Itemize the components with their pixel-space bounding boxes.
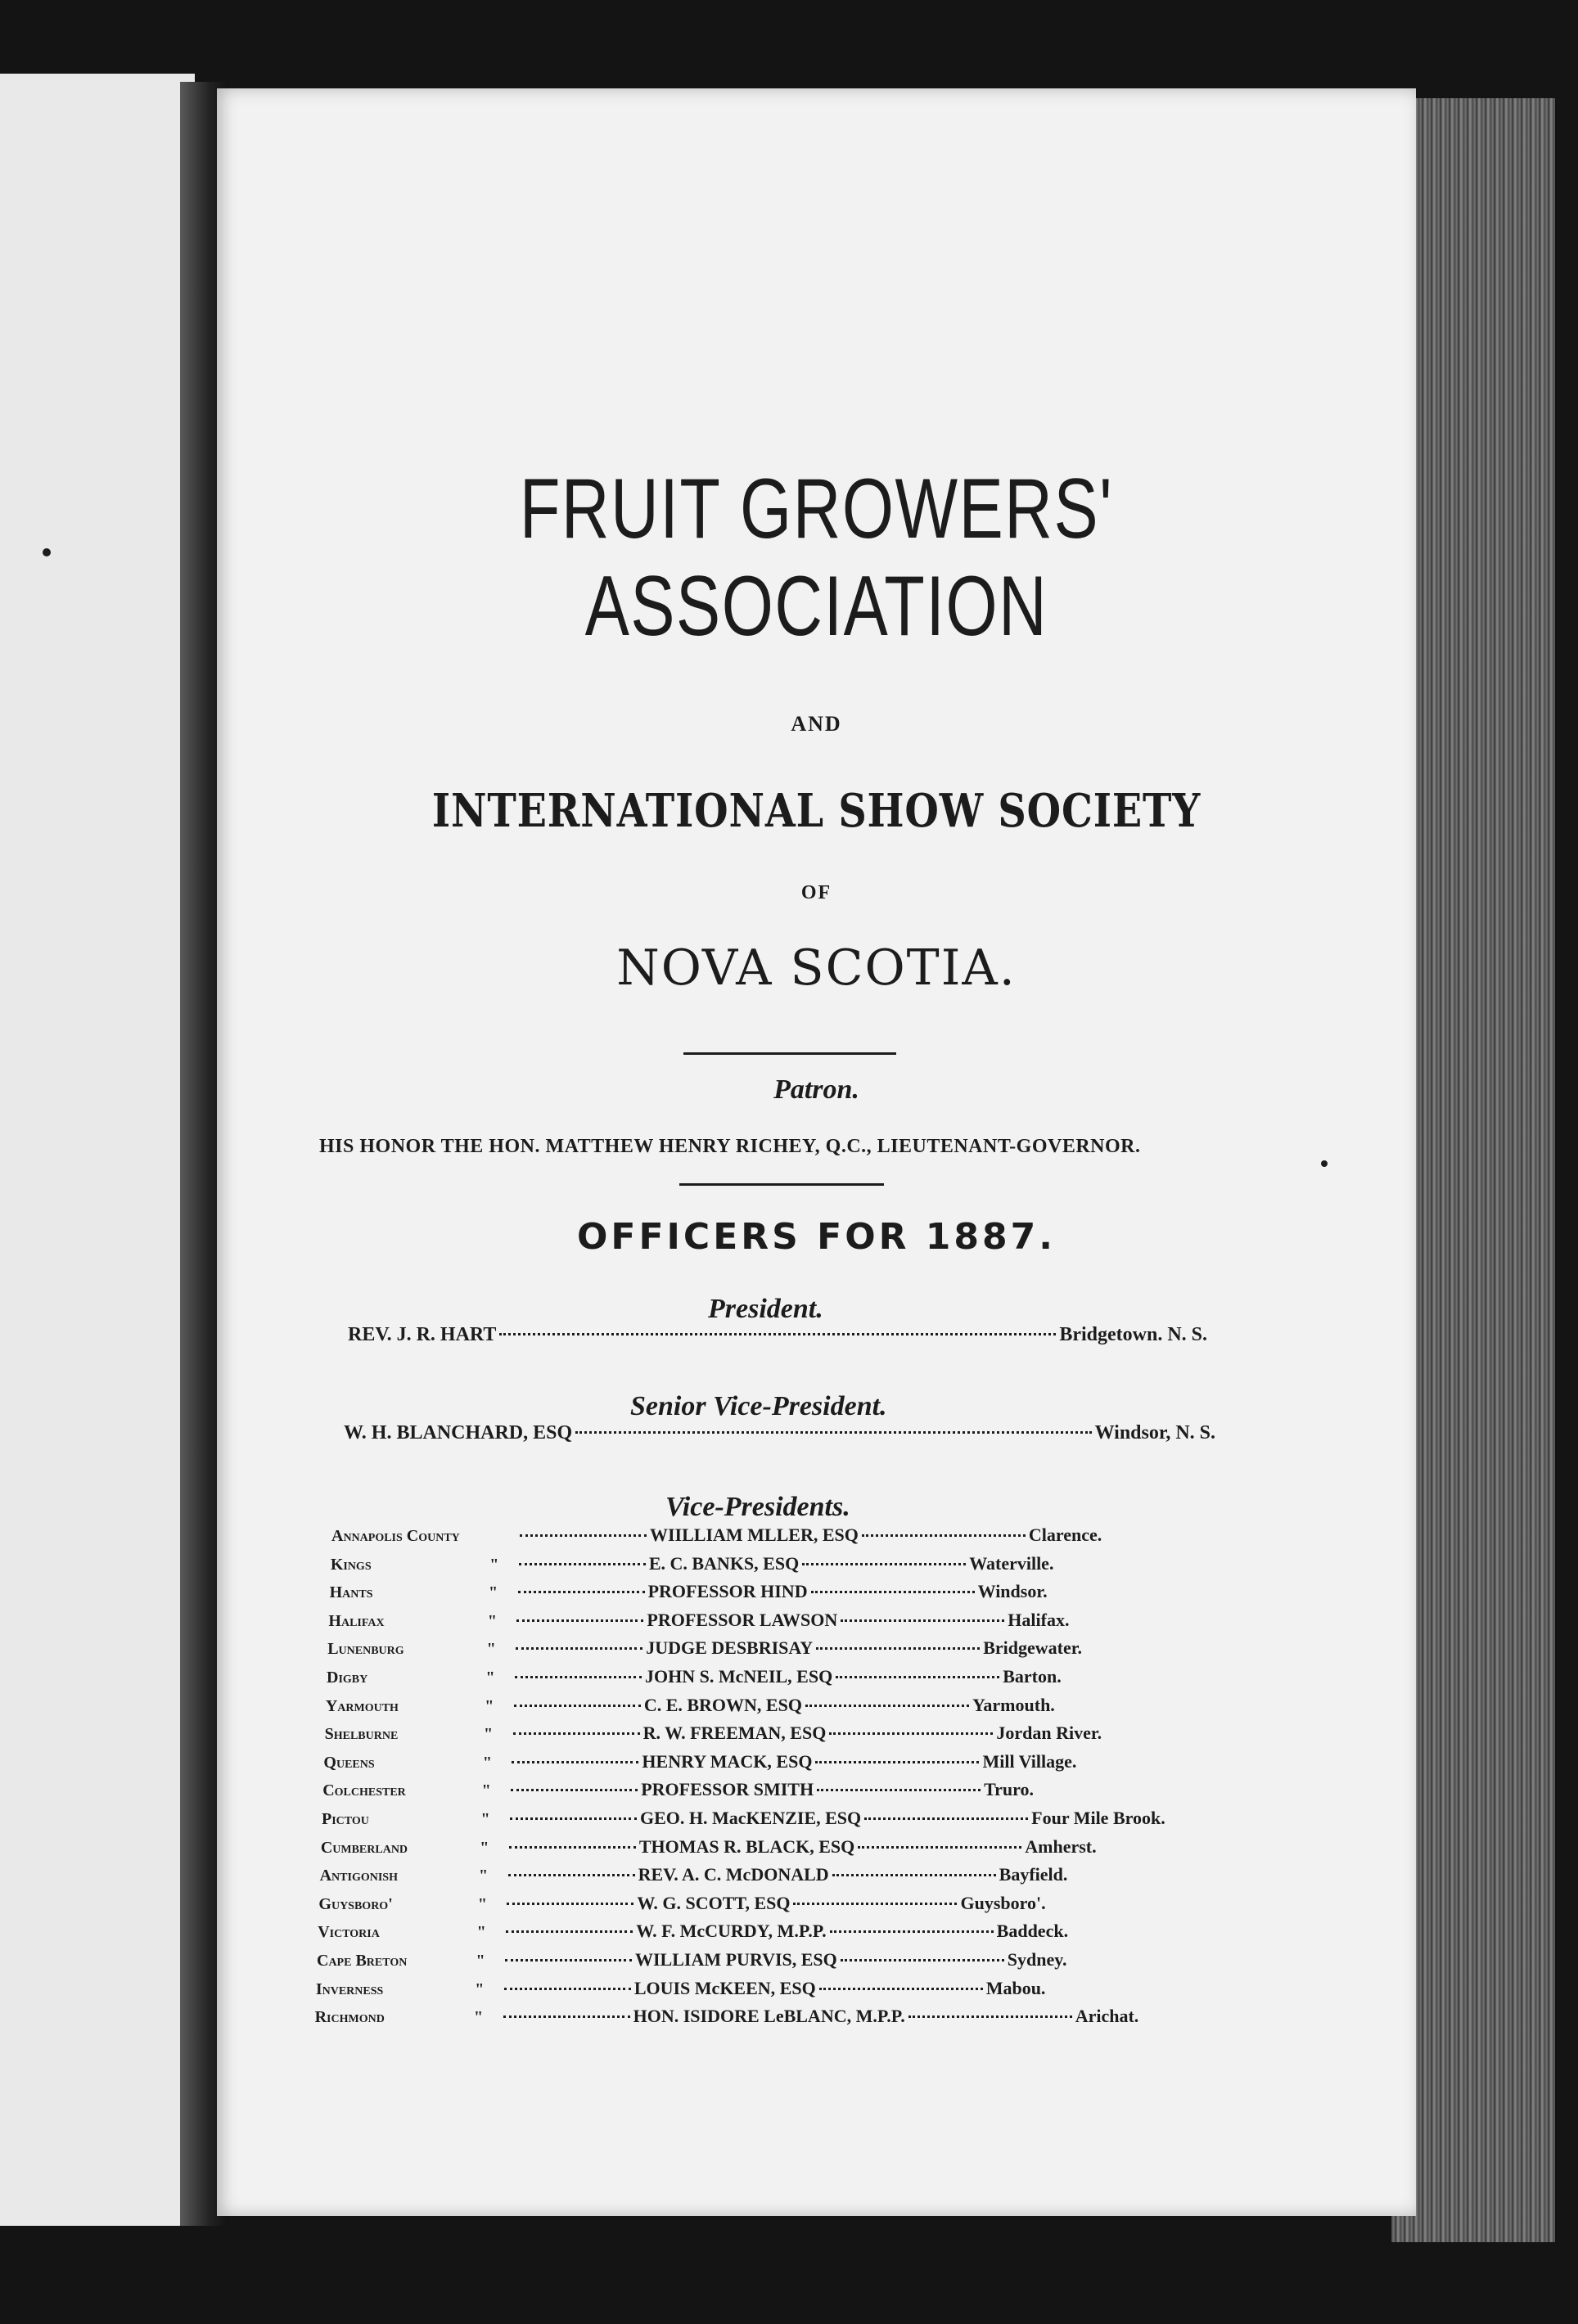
vp-name: W. F. McCURDY, M.P.P. xyxy=(636,1921,827,1942)
vp-place: Baddeck. xyxy=(996,1921,1069,1942)
divider-rule xyxy=(683,1052,896,1055)
vp-place: Windsor. xyxy=(977,1581,1048,1602)
page-content xyxy=(217,88,1416,2216)
list-item xyxy=(320,1864,1248,1893)
vp-ditto-mark: " xyxy=(485,1668,495,1687)
president-name: REV. J. R. HART xyxy=(348,1324,497,1345)
leader-dots xyxy=(505,1959,632,1961)
vp-place: Waterville. xyxy=(969,1552,1054,1574)
list-item xyxy=(321,1836,1248,1865)
vp-name: E. C. BANKS, ESQ xyxy=(648,1552,800,1574)
region-name: NOVA SCOTIA. xyxy=(616,939,1017,997)
vp-place: Halifax. xyxy=(1008,1609,1070,1630)
vp-name: HON. ISIDORE LeBLANC, M.P.P. xyxy=(633,2006,905,2027)
vp-ditto-mark: " xyxy=(476,1951,485,1970)
leader-dots xyxy=(575,1431,1091,1434)
leader-dots xyxy=(507,1903,633,1905)
vp-county: Hants xyxy=(329,1583,373,1602)
list-item xyxy=(327,1637,1248,1666)
vp-county: Cumberland xyxy=(320,1838,408,1857)
vp-name: W. G. SCOTT, ESQ xyxy=(637,1892,791,1913)
leader-dots xyxy=(499,1333,1056,1335)
leader-dots xyxy=(511,1789,638,1791)
officers-heading: OFFICERS FOR 1887. xyxy=(577,1216,1056,1258)
society-name: INTERNATIONAL SHOW SOCIETY xyxy=(431,784,1202,838)
leader-dots xyxy=(512,1761,638,1763)
president-heading: President. xyxy=(708,1294,823,1324)
leader-dots xyxy=(815,1761,979,1763)
left-page xyxy=(0,74,195,2226)
leader-dots xyxy=(908,2015,1072,2018)
vp-name: JOHN S. McNEIL, ESQ xyxy=(645,1665,833,1687)
vp-county: Lunenburg xyxy=(327,1640,404,1659)
list-item xyxy=(326,1695,1248,1723)
leader-dots xyxy=(504,1988,631,1990)
list-item xyxy=(322,1779,1248,1808)
leader-dots xyxy=(864,1817,1028,1820)
list-item xyxy=(315,2006,1248,2034)
vp-ditto-mark: " xyxy=(489,1583,498,1602)
leader-dots xyxy=(506,1930,633,1933)
vp-place: Four Mile Brook. xyxy=(1031,1807,1165,1828)
vp-ditto-mark: " xyxy=(477,1894,487,1913)
vp-ditto-mark: " xyxy=(479,1867,489,1885)
vp-name: HENRY MACK, ESQ xyxy=(642,1750,813,1772)
vp-place: Yarmouth. xyxy=(972,1694,1055,1715)
leader-dots xyxy=(516,1619,643,1622)
leader-dots xyxy=(805,1705,969,1707)
list-item xyxy=(318,1921,1248,1949)
list-item xyxy=(331,1525,1248,1553)
president-row xyxy=(348,1324,1207,1346)
vp-ditto-mark: " xyxy=(489,1555,499,1574)
senior-vp-heading: Senior Vice-President. xyxy=(630,1391,887,1421)
leader-dots xyxy=(841,1619,1004,1622)
leader-dots xyxy=(515,1676,642,1678)
vp-place: Clarence. xyxy=(1028,1525,1102,1545)
senior-vp-name: W. H. BLANCHARD, ESQ xyxy=(344,1422,573,1443)
vp-ditto-mark: " xyxy=(482,1753,492,1772)
leader-dots xyxy=(518,1591,645,1593)
list-item xyxy=(330,1581,1248,1610)
vp-county: Pictou xyxy=(322,1809,369,1828)
dust-speck xyxy=(1321,1160,1328,1167)
leader-dots xyxy=(510,1817,637,1820)
of-word: OF xyxy=(800,882,832,903)
leader-dots xyxy=(793,1903,957,1905)
vp-ditto-mark: " xyxy=(481,1781,491,1800)
list-item xyxy=(331,1553,1248,1582)
vp-place: Mabou. xyxy=(985,1977,1046,1998)
vp-ditto-mark: " xyxy=(475,1979,485,1998)
leader-dots xyxy=(862,1534,1026,1537)
leader-dots xyxy=(830,1930,994,1933)
vp-place: Bayfield. xyxy=(999,1864,1068,1885)
vp-county: Yarmouth xyxy=(325,1696,399,1715)
leader-dots xyxy=(802,1563,966,1565)
vp-county: Annapolis County xyxy=(331,1527,460,1545)
vp-ditto-mark: " xyxy=(484,1725,494,1744)
vp-ditto-mark: " xyxy=(480,1809,490,1828)
vp-name: PROFESSOR HIND xyxy=(647,1581,808,1602)
vp-name: LOUIS McKEEN, ESQ xyxy=(633,1977,816,1998)
leader-dots xyxy=(503,2015,630,2018)
vp-name: PROFESSOR SMITH xyxy=(641,1779,814,1800)
vp-name: JUDGE DESBRISAY xyxy=(646,1637,814,1659)
vp-county: Cape Breton xyxy=(317,1951,408,1970)
senior-vp-row xyxy=(344,1422,1215,1444)
patron-name: HIS HONOR THE HON. MATTHEW HENRY RICHEY, Q.C., LIEUTENANT-GOVERNOR. xyxy=(319,1136,1141,1157)
vp-ditto-mark: " xyxy=(476,1923,486,1942)
vp-place: Sydney. xyxy=(1007,1948,1067,1970)
vp-county: Halifax xyxy=(328,1611,385,1630)
vp-place: Barton. xyxy=(1003,1665,1062,1687)
vp-county: Kings xyxy=(330,1555,372,1574)
vp-county: Shelburne xyxy=(324,1725,399,1744)
vp-ditto-mark: " xyxy=(487,1611,497,1630)
divider-rule xyxy=(679,1183,884,1186)
vp-county: Inverness xyxy=(315,1979,384,1998)
leader-dots xyxy=(858,1846,1021,1849)
vp-name: PROFESSOR LAWSON xyxy=(647,1609,838,1630)
vp-ditto-mark: " xyxy=(486,1640,496,1659)
vp-county: Antigonish xyxy=(319,1867,398,1885)
dust-speck xyxy=(43,548,51,556)
vp-place: Bridgewater. xyxy=(983,1637,1082,1659)
and-word: AND xyxy=(791,712,842,736)
patron-heading: Patron. xyxy=(773,1074,859,1105)
list-item xyxy=(327,1666,1248,1695)
leader-dots xyxy=(819,1988,983,1990)
vp-ditto-mark: " xyxy=(480,1838,489,1857)
leader-dots xyxy=(508,1874,635,1876)
vp-heading: Vice-Presidents. xyxy=(665,1492,850,1522)
vp-name: C. E. BROWN, ESQ xyxy=(643,1694,802,1715)
list-item xyxy=(316,1978,1248,2006)
list-item xyxy=(318,1893,1248,1921)
leader-dots xyxy=(516,1647,642,1650)
vp-county: Victoria xyxy=(318,1923,380,1942)
list-item xyxy=(323,1751,1248,1780)
vp-ditto-mark: " xyxy=(485,1696,494,1715)
senior-vp-place: Windsor, N. S. xyxy=(1094,1422,1215,1443)
list-item xyxy=(328,1610,1248,1638)
leader-dots xyxy=(520,1534,647,1537)
vp-name: GEO. H. MacKENZIE, ESQ xyxy=(640,1807,862,1828)
list-item xyxy=(322,1808,1248,1836)
president-place: Bridgetown. N. S. xyxy=(1059,1324,1207,1345)
vp-name: WILLIAM PURVIS, ESQ xyxy=(635,1948,837,1970)
vp-place: Truro. xyxy=(984,1779,1034,1800)
leader-dots xyxy=(829,1732,993,1735)
leader-dots xyxy=(514,1705,641,1707)
vp-name: WIILLIAM MLLER, ESQ xyxy=(650,1525,859,1545)
list-item xyxy=(325,1723,1248,1751)
leader-dots xyxy=(832,1874,996,1876)
book-page xyxy=(217,88,1416,2216)
vp-county: Guysboro' xyxy=(318,1894,393,1913)
list-item xyxy=(317,1949,1248,1978)
leader-dots xyxy=(811,1591,975,1593)
leader-dots xyxy=(816,1647,980,1650)
leader-dots xyxy=(836,1676,999,1678)
vp-name: THOMAS R. BLACK, ESQ xyxy=(638,1835,855,1857)
leader-dots xyxy=(509,1846,636,1849)
vp-place: Arichat. xyxy=(1075,2006,1139,2027)
vp-name: R. W. FREEMAN, ESQ xyxy=(642,1723,827,1744)
vp-name: REV. A. C. McDONALD xyxy=(638,1864,829,1885)
vice-presidents-list xyxy=(314,1525,1248,2034)
leader-dots xyxy=(513,1732,640,1735)
document-title: FRUIT GROWERS' ASSOCIATION xyxy=(519,462,1114,654)
vp-county: Colchester xyxy=(322,1781,406,1800)
leader-dots xyxy=(519,1563,646,1565)
leader-dots xyxy=(841,1959,1004,1961)
vp-county: Digby xyxy=(327,1668,368,1687)
vp-place: Amherst. xyxy=(1025,1835,1097,1857)
page-edges xyxy=(1391,98,1555,2242)
vp-county: Queens xyxy=(323,1753,375,1772)
vp-place: Guysboro'. xyxy=(960,1892,1046,1913)
vp-place: Jordan River. xyxy=(996,1723,1102,1744)
vp-place: Mill Village. xyxy=(982,1750,1077,1772)
vp-ditto-mark: " xyxy=(474,2008,484,2027)
vp-county: Richmond xyxy=(314,2008,385,2027)
leader-dots xyxy=(817,1789,981,1791)
